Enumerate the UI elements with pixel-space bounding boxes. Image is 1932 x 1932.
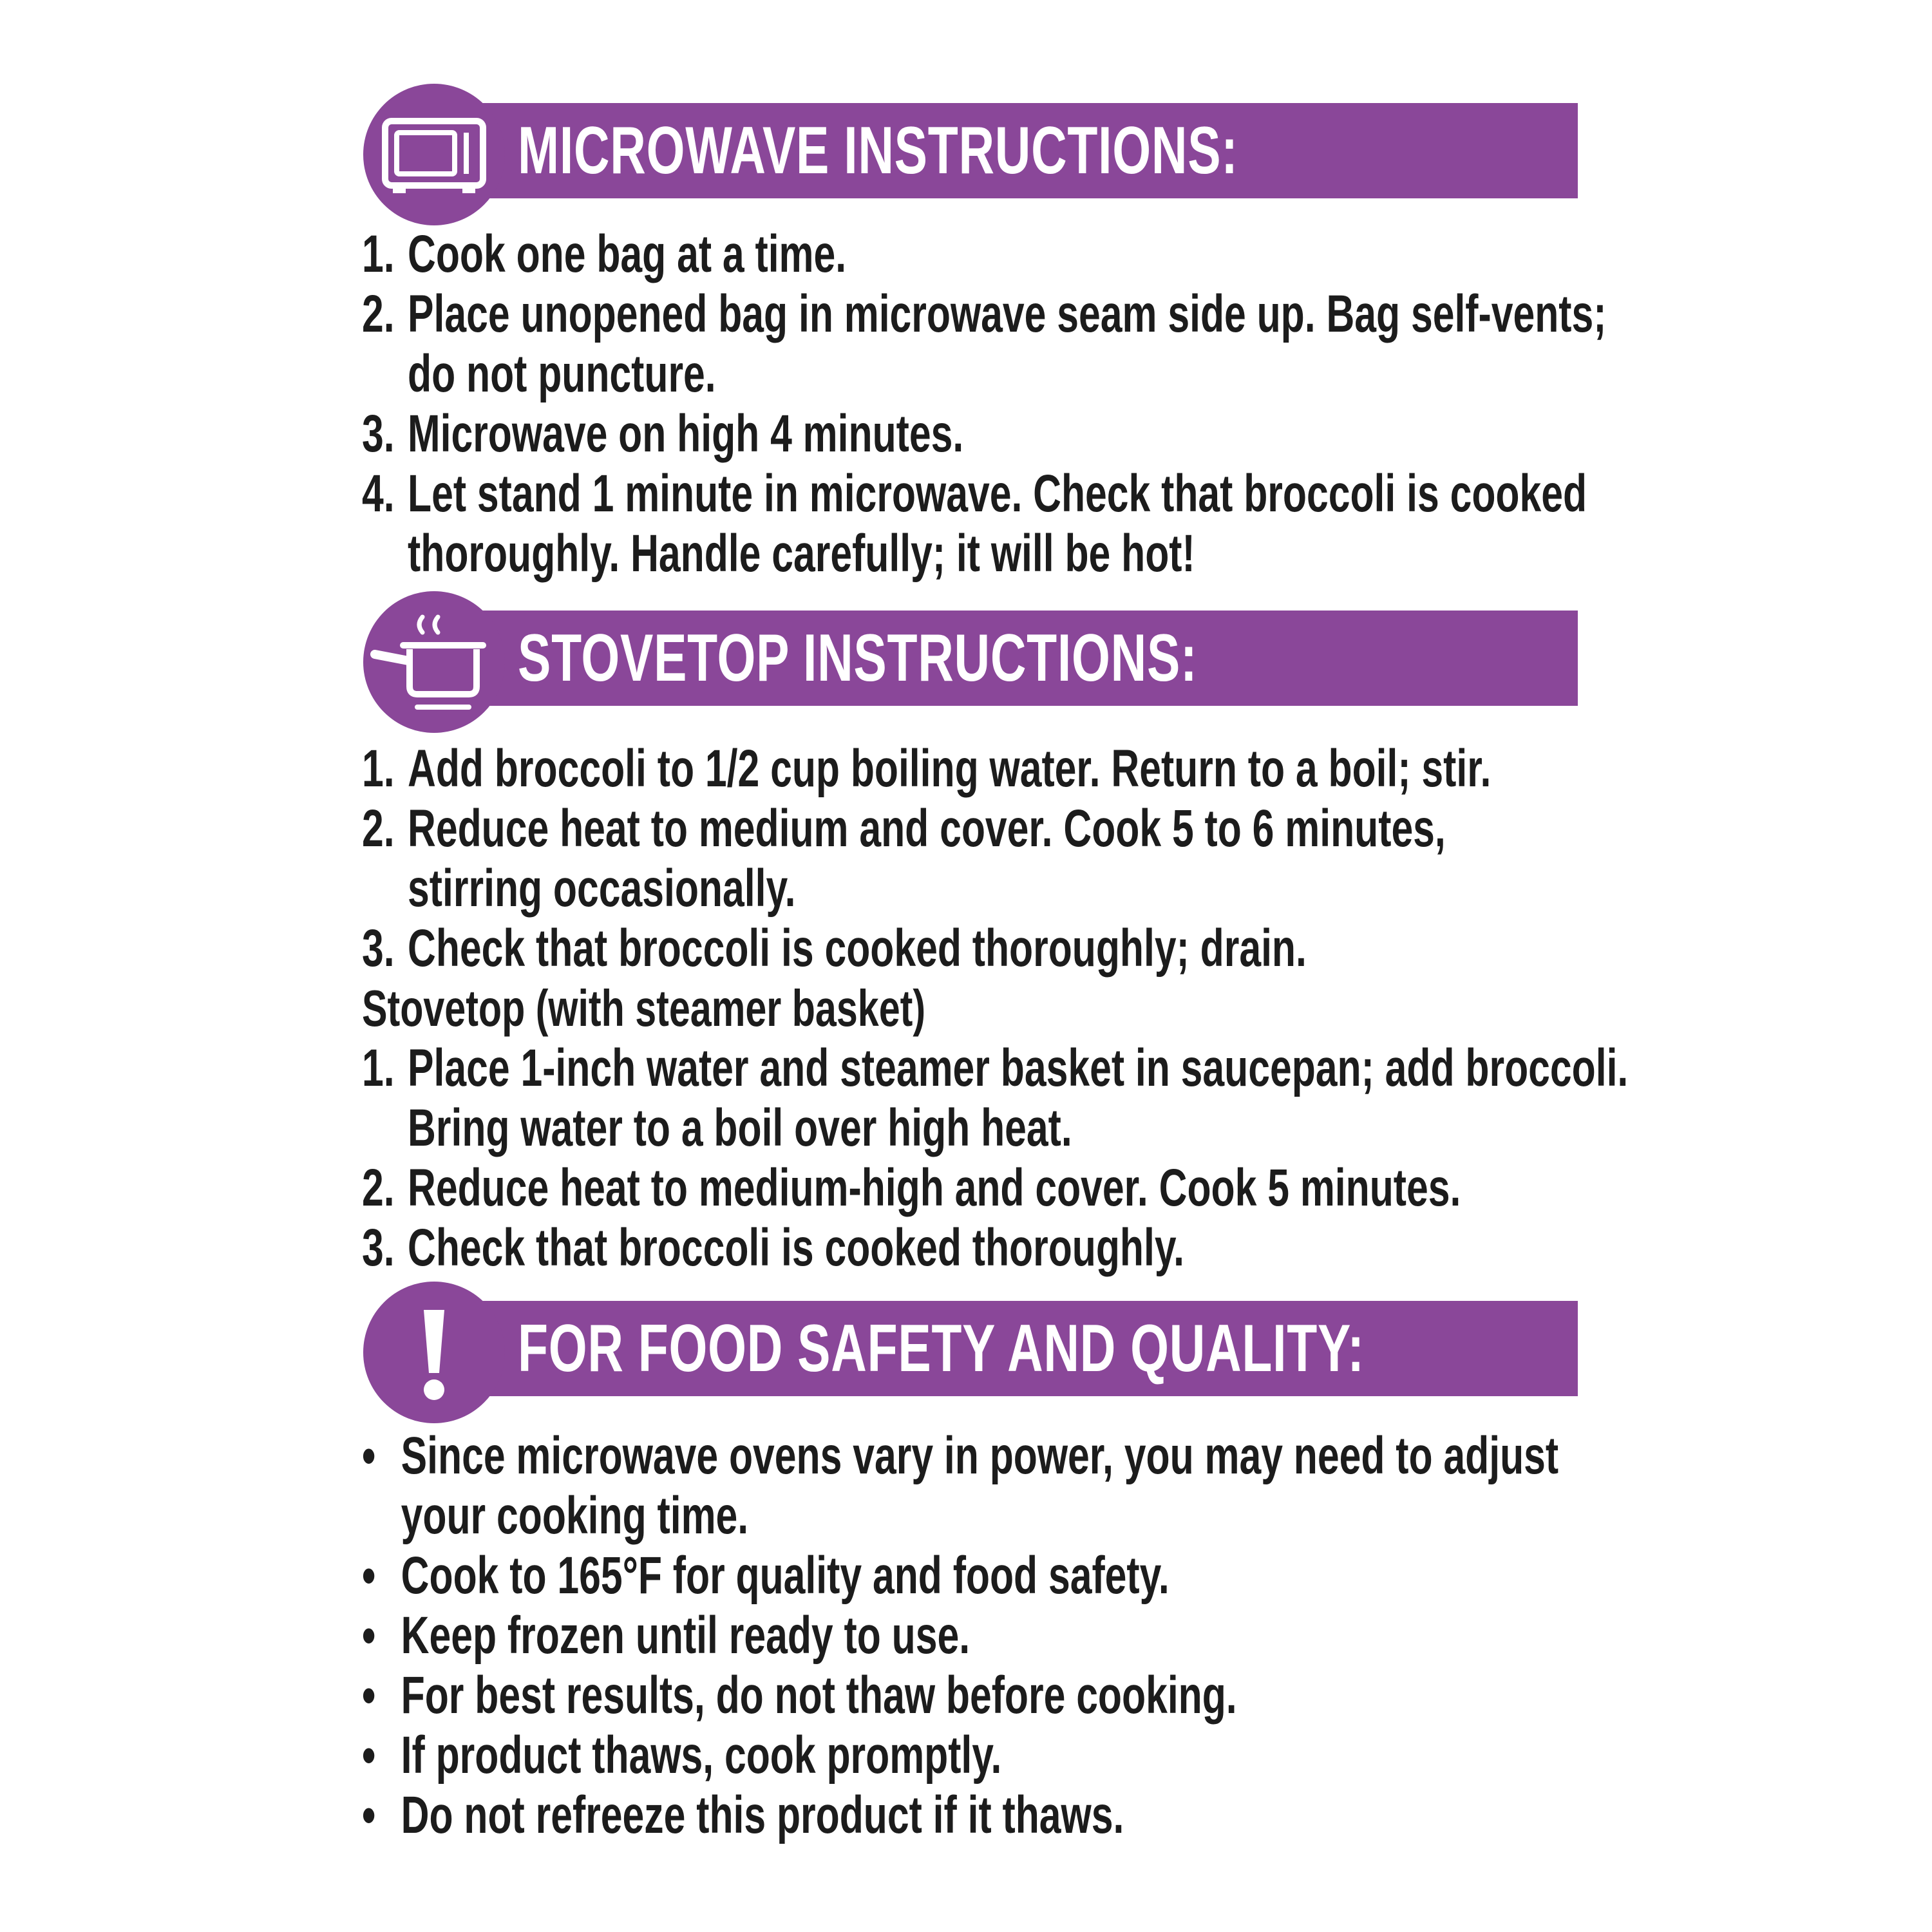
bullet: •: [362, 1726, 376, 1785]
item-text: For best results, do not thaw before cooking.: [401, 1666, 1237, 1725]
step-number: 3.: [362, 404, 395, 463]
microwave-steps: [362, 224, 1607, 583]
step-line: [362, 799, 1446, 858]
step-line: [362, 1038, 1629, 1098]
step-line-continued: [362, 1098, 1267, 1158]
step-line: [362, 404, 1267, 464]
step-number: 3.: [362, 919, 395, 978]
step-number: 2.: [362, 799, 395, 858]
list-item: [362, 1785, 1267, 1845]
list-item-continued: [362, 1486, 1267, 1546]
step-text: Let stand 1 minute in microwave. Check that broccoli is cooked: [408, 464, 1587, 523]
item-text: your cooking time.: [401, 1486, 749, 1545]
list-item: [362, 1546, 1267, 1605]
step-text: Add broccoli to 1/2 cup boiling water. Return to a boil; stir.: [408, 739, 1492, 798]
step-line-continued: [362, 858, 1267, 918]
step-line: [362, 224, 1267, 284]
step-line: [362, 739, 1492, 799]
item-text: Do not refreeze this product if it thaws.: [401, 1786, 1124, 1844]
step-line: [362, 464, 1587, 524]
exclamation-icon: [363, 1282, 505, 1423]
microwave-section-header: [363, 84, 1578, 225]
steamer-heading: Stovetop (with steamer basket): [362, 980, 926, 1037]
stovetop-section-header: [363, 591, 1578, 733]
safety-list: [362, 1426, 1586, 1845]
item-text: Since microwave ovens vary in power, you may need to adjust: [401, 1426, 1559, 1485]
step-text: Place unopened bag in microwave seam side up. Bag self-vents;: [408, 285, 1607, 343]
step-line: [362, 1158, 1461, 1218]
step-text: Microwave on high 4 minutes.: [408, 404, 964, 463]
step-line: [362, 918, 1307, 978]
step-number: 3.: [362, 1218, 395, 1277]
bullet: •: [362, 1606, 376, 1665]
step-text: Reduce heat to medium-high and cover. Cook 5 minutes.: [408, 1159, 1461, 1217]
step-line-continued: [362, 524, 1267, 583]
step-number: 1.: [362, 739, 395, 798]
item-text: Cook to 165°F for quality and food safety.: [401, 1546, 1170, 1605]
bullet: •: [362, 1786, 376, 1844]
list-item: [362, 1665, 1267, 1725]
microwave-title: MICROWAVE INSTRUCTIONS:: [518, 113, 1238, 188]
safety-title: FOR FOOD SAFETY AND QUALITY:: [518, 1311, 1365, 1386]
step-line: [362, 284, 1607, 344]
list-item: [362, 1426, 1559, 1486]
bullet: •: [362, 1426, 376, 1485]
list-item: [362, 1605, 1267, 1665]
step-text: Check that broccoli is cooked thoroughly.: [408, 1218, 1184, 1277]
step-text: Check that broccoli is cooked thoroughly; drain.: [408, 919, 1307, 978]
step-text: Bring water to a boil over high heat.: [408, 1099, 1072, 1157]
step-text: thoroughly. Handle carefully; it will be hot!: [408, 524, 1195, 583]
step-number: 1.: [362, 225, 395, 283]
step-text: Reduce heat to medium and cover. Cook 5 to 6 minutes,: [408, 799, 1446, 858]
steaming-pot-icon: [363, 591, 505, 733]
list-item: [362, 1725, 1267, 1785]
step-number: 2.: [362, 1159, 395, 1217]
stovetop-steps: [362, 739, 1629, 1278]
item-text: Keep frozen until ready to use.: [401, 1606, 971, 1665]
step-line-continued: [362, 344, 1267, 404]
step-text: Place 1-inch water and steamer basket in saucepan; add broccoli.: [408, 1039, 1629, 1097]
bullet: •: [362, 1666, 376, 1725]
step-number: 1.: [362, 1039, 395, 1097]
stovetop-title: STOVETOP INSTRUCTIONS:: [518, 621, 1198, 696]
step-text: stirring occasionally.: [408, 859, 796, 918]
step-number: 2.: [362, 285, 395, 343]
item-text: If product thaws, cook promptly.: [401, 1726, 1002, 1785]
step-text: do not puncture.: [408, 345, 716, 403]
safety-section-header: [363, 1282, 1578, 1423]
step-line: [362, 1218, 1267, 1278]
step-text: Cook one bag at a time.: [408, 225, 847, 283]
bullet: •: [362, 1546, 376, 1605]
step-number: 4.: [362, 464, 395, 523]
microwave-icon: [363, 84, 505, 225]
